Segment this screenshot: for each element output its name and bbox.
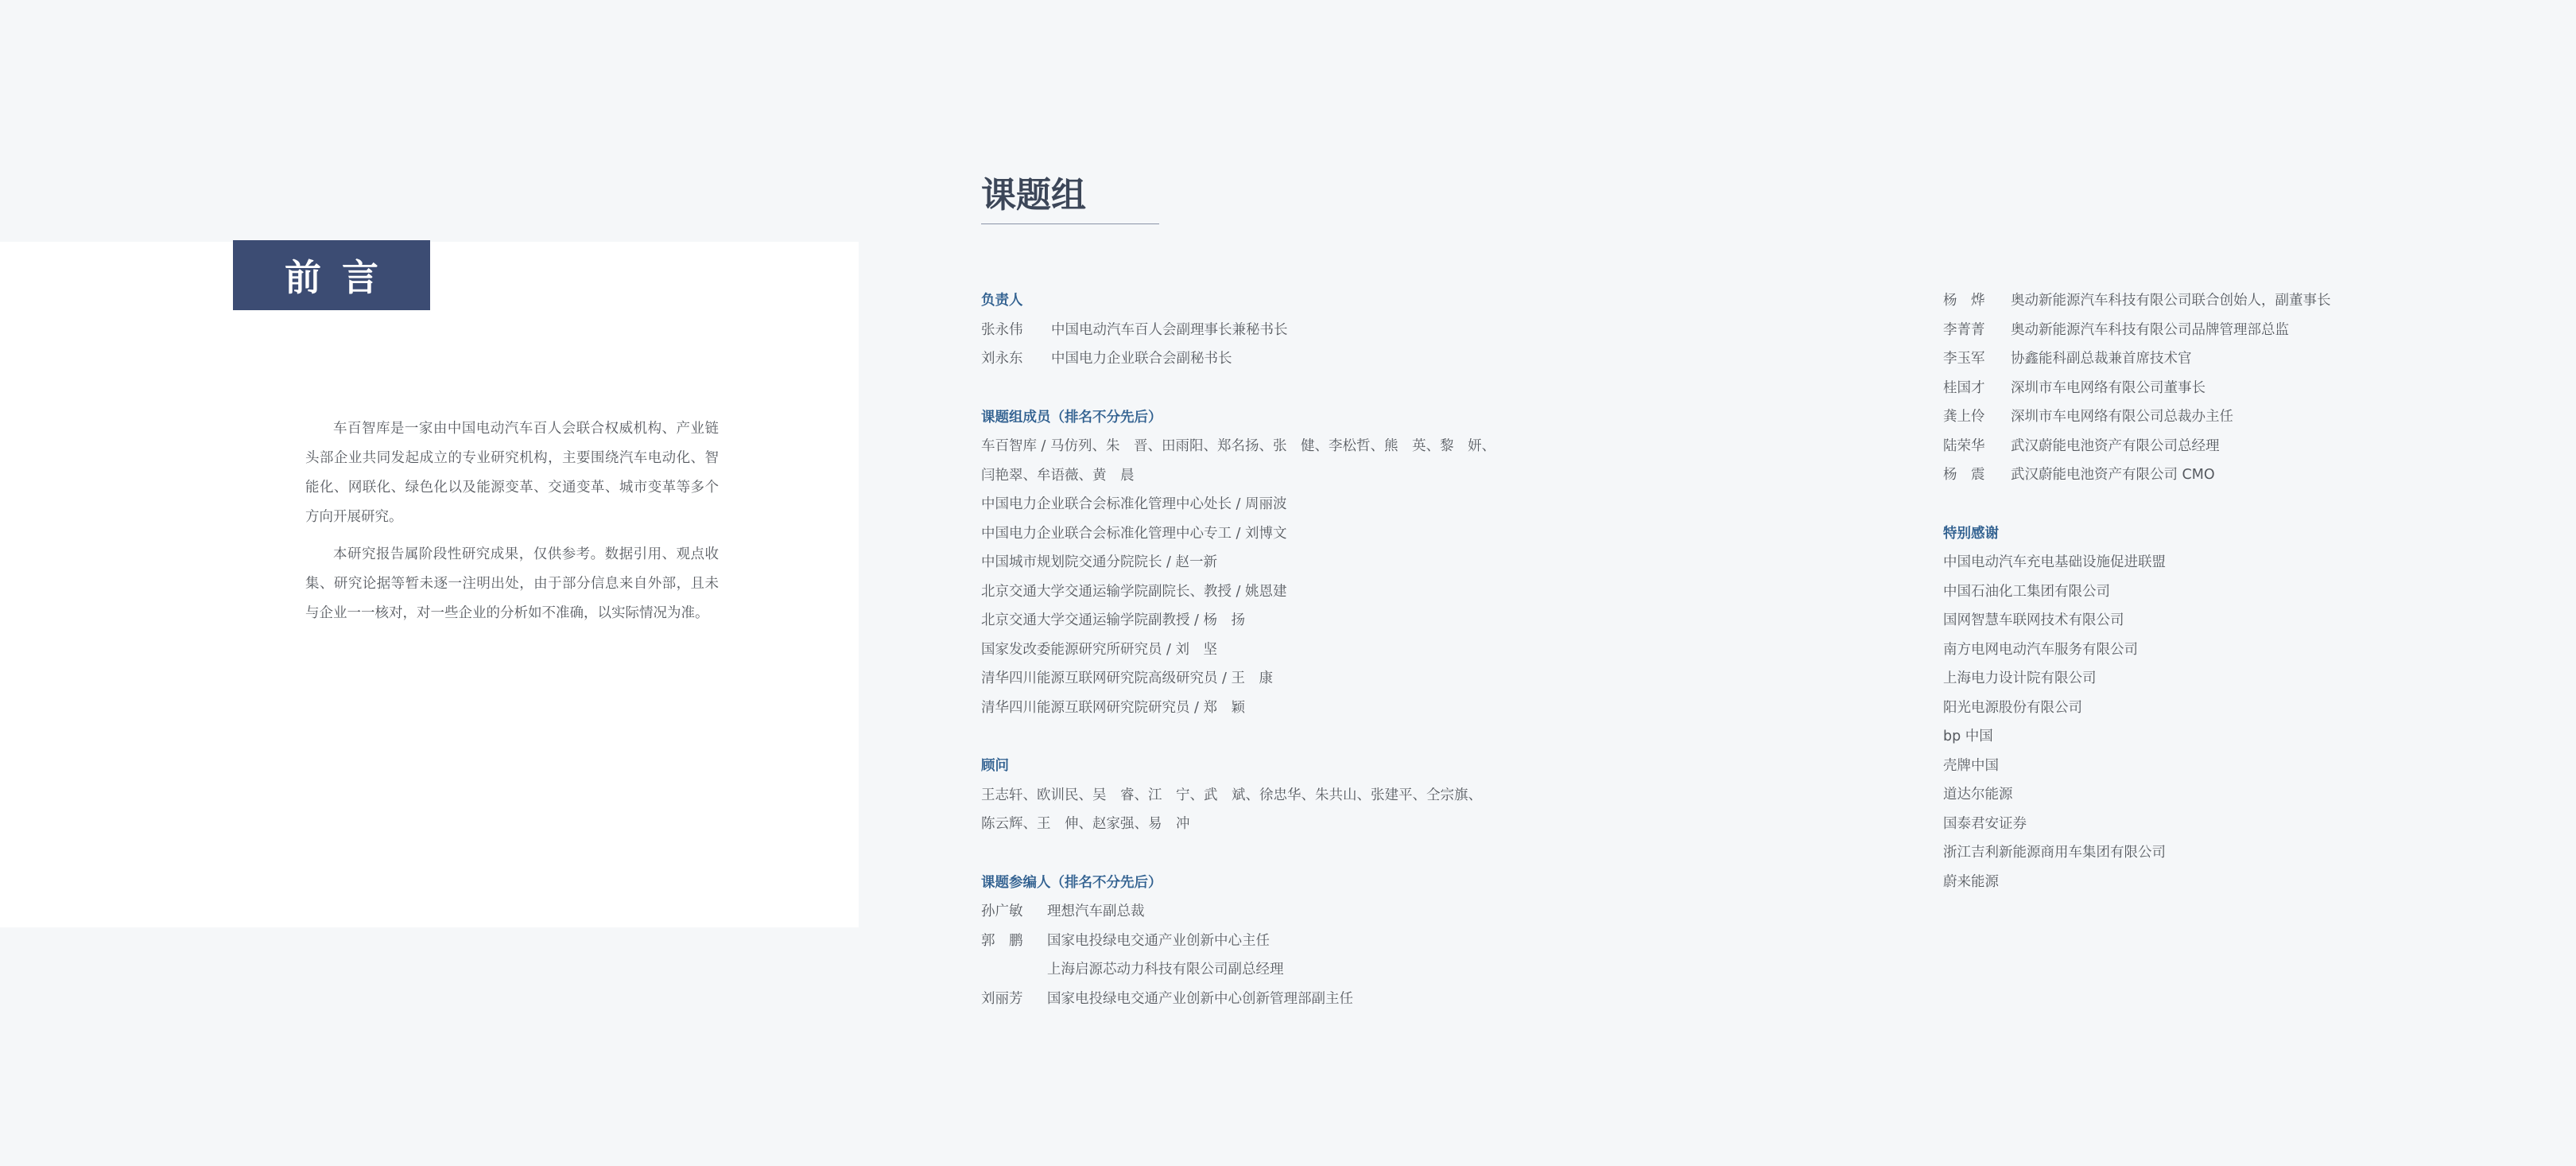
member-line: 中国电力企业联合会标准化管理中心处长 / 周丽波 <box>981 496 1287 512</box>
thanks-item: bp 中国 <box>1943 729 1993 744</box>
thanks-item: 上海电力设计院有限公司 <box>1943 670 2097 686</box>
contributor-row <box>1943 344 2547 374</box>
person-role: 上海启源芯动力科技有限公司副总经理 <box>1047 962 1284 977</box>
group-title: 课题组 <box>981 175 1086 216</box>
preface-paragraph: 车百智库是一家由中国电动汽车百人会联合权威机构、产业链头部企业共同发起成立的专业研究机构，主要围绕汽车电动化、智能化、网联化、绿色化以及能源变革、交通变革、城市变革等多个方向开展研究。 <box>305 421 719 525</box>
leader-row <box>981 344 1601 374</box>
person-role: 中国电动汽车百人会副理事长兼秘书长 <box>1051 321 1288 338</box>
member-line: 中国城市规划院交通分院院长 / 赵一新 <box>981 554 1218 570</box>
thanks-item: 南方电网电动汽车服务有限公司 <box>1943 641 2138 658</box>
thanks-item: 国泰君安证券 <box>1943 815 2027 832</box>
leader-row <box>981 316 1601 345</box>
contributors-heading: 课题参编人（排名不分先后） <box>981 874 1162 891</box>
person-name: 张永伟 <box>981 321 1023 338</box>
contributor-row <box>1943 461 2547 490</box>
person-name: 刘丽芳 <box>981 990 1023 1007</box>
person-name: 陆荣华 <box>1943 437 1985 454</box>
person-role: 国家电投绿电交通产业创新中心主任 <box>1047 932 1270 949</box>
preface-body <box>305 414 719 636</box>
person-name: 龚上伶 <box>1943 409 1985 425</box>
person-name: 孙广敏 <box>981 904 1023 919</box>
member-line: 国家发改委能源研究所研究员 / 刘 坚 <box>981 641 1218 658</box>
person-role: 中国电力企业联合会副秘书长 <box>1051 351 1232 367</box>
contributor-row <box>1943 316 2547 345</box>
contributor-row <box>1943 374 2547 403</box>
member-line: 车百智库 / 马仿列、朱 晋、田雨阳、郑名扬、张 健、李松哲、熊 英、黎 妍、 <box>981 438 1496 454</box>
person-name: 杨 震 <box>1943 467 1985 483</box>
contributor-row <box>981 985 1601 1014</box>
person-role: 协鑫能科副总裁兼首席技术官 <box>2011 351 2192 367</box>
person-role: 奥动新能源汽车科技有限公司联合创始人，副董事长 <box>2011 293 2331 309</box>
title-underline <box>981 223 1159 224</box>
contributor-row <box>1943 402 2547 432</box>
contributor-row <box>981 955 1601 985</box>
member-line: 北京交通大学交通运输学院副院长、教授 / 姚恩建 <box>981 583 1287 600</box>
person-name: 桂国才 <box>1943 379 1985 396</box>
thanks-item: 壳牌中国 <box>1943 757 1999 774</box>
thanks-item: 中国电动汽车充电基础设施促进联盟 <box>1943 554 2166 570</box>
member-line: 北京交通大学交通运输学院副教授 / 杨 扬 <box>981 612 1246 628</box>
person-role: 深圳市车电网络有限公司董事长 <box>2011 379 2206 396</box>
contributor-row <box>981 897 1601 927</box>
person-role: 武汉蔚能电池资产有限公司 CMO <box>2011 467 2215 483</box>
thanks-heading: 特别感谢 <box>1943 525 1999 542</box>
person-role: 深圳市车电网络有限公司总裁办主任 <box>2011 409 2233 425</box>
person-name: 杨 烨 <box>1943 293 1985 309</box>
members-heading: 课题组成员（排名不分先后） <box>981 409 1162 426</box>
thanks-item: 浙江吉利新能源商用车集团有限公司 <box>1943 845 2166 861</box>
member-line: 清华四川能源互联网研究院高级研究员 / 王 康 <box>981 670 1274 686</box>
preface-paragraph: 本研究报告属阶段性研究成果，仅供参考。数据引用、观点收集、研究论据等暂未逐一注明出处，由于部分信息来自外部，且未与企业一一核对，对一些企业的分析如不准确，以实际情况为准。 <box>305 546 719 621</box>
person-name: 李菁菁 <box>1943 321 1985 338</box>
person-name: 李玉军 <box>1943 351 1985 367</box>
thanks-item: 蔚来能源 <box>1943 873 1999 890</box>
thanks-item: 中国石油化工集团有限公司 <box>1943 583 2110 600</box>
preface-title: 前言 <box>233 240 430 310</box>
person-role: 奥动新能源汽车科技有限公司品牌管理部总监 <box>2011 321 2289 338</box>
advisor-line: 王志轩、欧训民、吴 睿、江 宁、武 斌、徐忠华、朱共山、张建平、仝宗旗、 <box>981 787 1482 803</box>
advisors-heading: 顾问 <box>981 758 1009 774</box>
person-role: 理想汽车副总裁 <box>1047 904 1145 919</box>
person-role: 武汉蔚能电池资产有限公司总经理 <box>2011 437 2220 454</box>
contributor-row <box>1943 286 2547 316</box>
team-column-right <box>1943 286 2547 896</box>
thanks-item: 国网智慧车联网技术有限公司 <box>1943 612 2124 628</box>
member-line: 闫艳翠、牟语薇、黄 晨 <box>981 467 1135 484</box>
member-line: 中国电力企业联合会标准化管理中心专工 / 刘博文 <box>981 525 1287 542</box>
person-name: 郭 鹏 <box>981 932 1023 949</box>
contributor-row <box>1943 432 2547 461</box>
leaders-heading: 负责人 <box>981 293 1023 309</box>
contributor-row <box>981 927 1601 956</box>
thanks-item: 道达尔能源 <box>1943 787 2013 803</box>
person-role: 国家电投绿电交通产业创新中心创新管理部副主任 <box>1047 990 1353 1007</box>
member-line: 清华四川能源互联网研究院研究员 / 郑 颖 <box>981 699 1246 716</box>
person-name: 刘永东 <box>981 351 1023 367</box>
advisor-line: 陈云辉、王 伸、赵家强、易 冲 <box>981 816 1190 832</box>
team-column-left <box>981 286 1601 1013</box>
thanks-item: 阳光电源股份有限公司 <box>1943 699 2082 716</box>
